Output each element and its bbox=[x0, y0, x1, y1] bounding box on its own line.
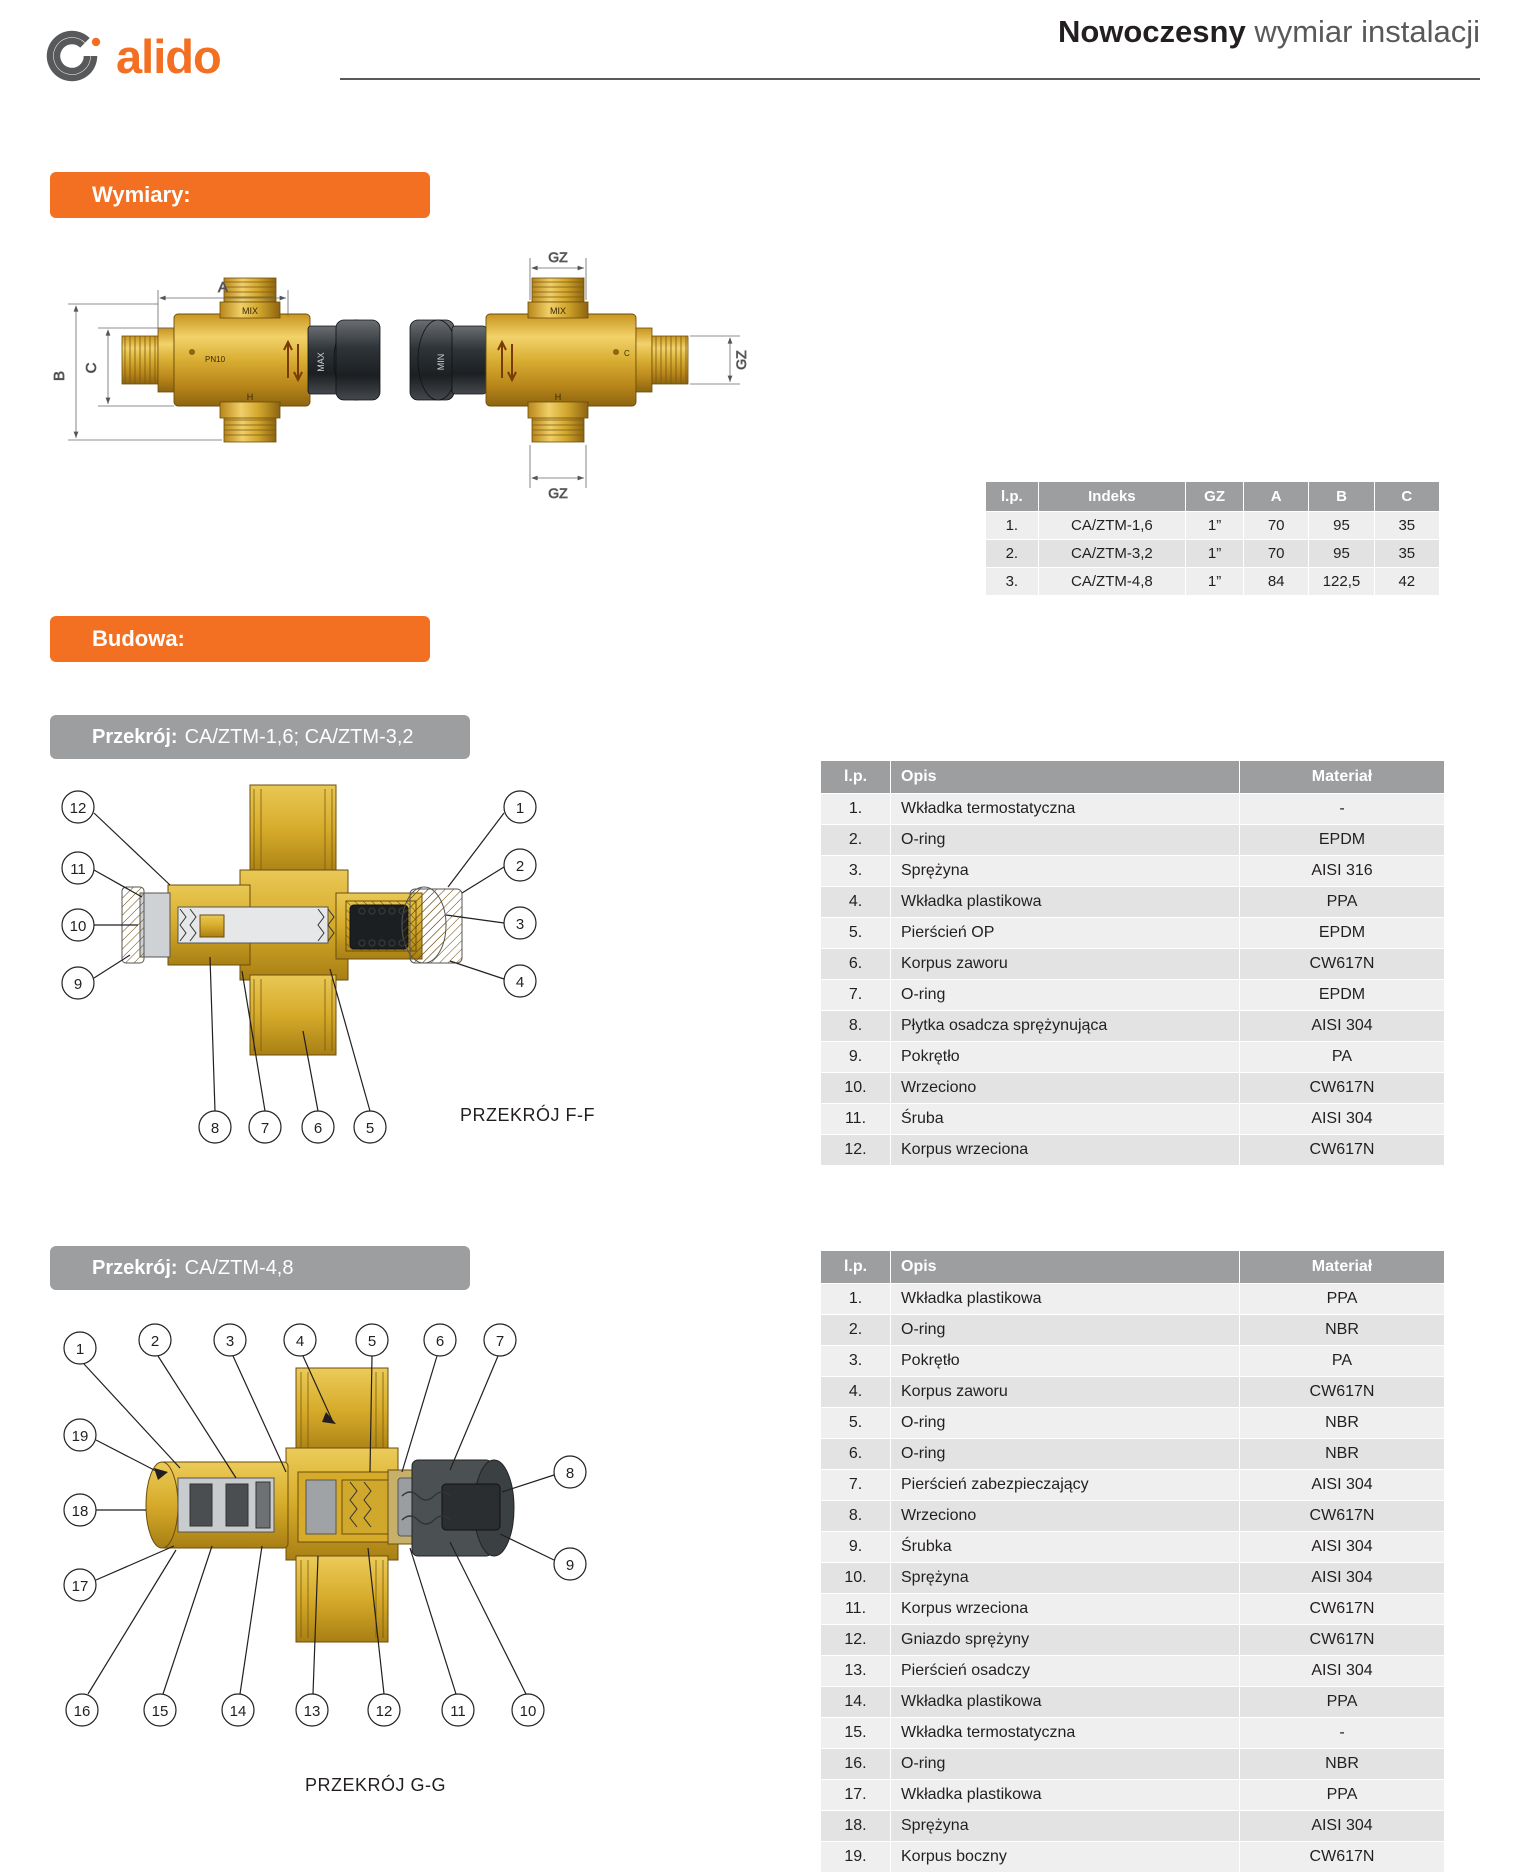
table-row bbox=[986, 568, 1440, 596]
cell-opis: Wkładka plastikowa bbox=[891, 887, 1240, 918]
cell-c: 35 bbox=[1374, 512, 1439, 540]
svg-text:14: 14 bbox=[229, 1703, 247, 1720]
svg-text:GZ: GZ bbox=[548, 249, 568, 265]
svg-text:17: 17 bbox=[71, 1578, 89, 1595]
cell-opis: Pierścień zabezpieczający bbox=[891, 1470, 1240, 1501]
banner-wymiary-label: Wymiary: bbox=[92, 182, 191, 207]
table-row bbox=[821, 1104, 1445, 1135]
header-title bbox=[1058, 14, 1480, 50]
cell-opis: Śruba bbox=[891, 1104, 1240, 1135]
dim-th-b: B bbox=[1309, 482, 1374, 512]
svg-text:MIN: MIN bbox=[436, 353, 446, 371]
table-row bbox=[821, 1625, 1445, 1656]
cell-opis: Korpus boczny bbox=[891, 1842, 1240, 1873]
svg-text:PN10: PN10 bbox=[205, 355, 226, 364]
cell-lp: 19. bbox=[821, 1842, 891, 1873]
cell-lp: 18. bbox=[821, 1811, 891, 1842]
logo-wordmark: alido bbox=[116, 29, 221, 83]
cell-lp: 5. bbox=[821, 1408, 891, 1439]
dim-th-lp: l.p. bbox=[986, 482, 1039, 512]
table-row bbox=[821, 1749, 1445, 1780]
cell-material: AISI 304 bbox=[1240, 1470, 1445, 1501]
cell-opis: Wrzeciono bbox=[891, 1501, 1240, 1532]
svg-text:9: 9 bbox=[565, 1557, 575, 1574]
svg-text:13: 13 bbox=[303, 1703, 321, 1720]
cell-lp: 16. bbox=[821, 1749, 891, 1780]
cell-opis: Śrubka bbox=[891, 1532, 1240, 1563]
cell-opis: Korpus wrzeciona bbox=[891, 1594, 1240, 1625]
valve-right-body bbox=[410, 278, 688, 442]
cell-material: - bbox=[1240, 1718, 1445, 1749]
table-row bbox=[821, 794, 1445, 825]
table-row bbox=[821, 825, 1445, 856]
svg-text:15: 15 bbox=[151, 1703, 169, 1720]
cell-gz: 1” bbox=[1186, 540, 1244, 568]
cell-material: NBR bbox=[1240, 1408, 1445, 1439]
cell-lp: 9. bbox=[821, 1042, 891, 1073]
cell-opis: Korpus zaworu bbox=[891, 949, 1240, 980]
cell-material: PPA bbox=[1240, 887, 1445, 918]
dim-th-gz: GZ bbox=[1186, 482, 1244, 512]
cell-lp: 1. bbox=[821, 1284, 891, 1315]
m1-th-opis: Opis bbox=[891, 761, 1240, 794]
table-row bbox=[821, 1501, 1445, 1532]
m2-th-material: Materiał bbox=[1240, 1251, 1445, 1284]
cell-material: CW617N bbox=[1240, 949, 1445, 980]
cell-material: CW617N bbox=[1240, 1135, 1445, 1166]
cell-material: CW617N bbox=[1240, 1594, 1445, 1625]
valve-left-body bbox=[122, 278, 380, 442]
cell-c: 42 bbox=[1374, 568, 1439, 596]
cell-opis: Wkładka plastikowa bbox=[891, 1780, 1240, 1811]
cell-opis: Sprężyna bbox=[891, 856, 1240, 887]
cell-opis: Gniazdo sprężyny bbox=[891, 1625, 1240, 1656]
cell-a: 70 bbox=[1244, 512, 1309, 540]
cell-opis: Wrzeciono bbox=[891, 1073, 1240, 1104]
svg-text:2: 2 bbox=[515, 858, 525, 875]
svg-text:8: 8 bbox=[565, 1465, 575, 1482]
cell-lp: 9. bbox=[821, 1532, 891, 1563]
cell-opis: O-ring bbox=[891, 1439, 1240, 1470]
svg-text:7: 7 bbox=[495, 1333, 505, 1350]
banner-budowa bbox=[50, 616, 430, 662]
cell-material: AISI 304 bbox=[1240, 1104, 1445, 1135]
przekroj-2-label: Przekrój: bbox=[92, 1256, 178, 1279]
banner-wymiary bbox=[50, 172, 430, 218]
cell-material: AISI 304 bbox=[1240, 1011, 1445, 1042]
przekroj-1-label: Przekrój: bbox=[92, 725, 178, 748]
cell-lp: 3. bbox=[821, 1346, 891, 1377]
svg-text:12: 12 bbox=[69, 800, 87, 817]
cell-indeks: CA/ZTM-4,8 bbox=[1038, 568, 1185, 596]
svg-text:GZ: GZ bbox=[733, 350, 749, 370]
table-row bbox=[821, 1718, 1445, 1749]
cell-opis: Sprężyna bbox=[891, 1811, 1240, 1842]
dim-th-a: A bbox=[1244, 482, 1309, 512]
calido-c-icon bbox=[50, 28, 122, 84]
cell-material: PA bbox=[1240, 1042, 1445, 1073]
table-row bbox=[821, 1563, 1445, 1594]
svg-text:1: 1 bbox=[75, 1341, 85, 1358]
svg-text:7: 7 bbox=[260, 1120, 270, 1137]
page-header bbox=[0, 0, 1520, 105]
table-row bbox=[821, 1408, 1445, 1439]
svg-text:3: 3 bbox=[225, 1333, 235, 1350]
svg-text:10: 10 bbox=[69, 918, 87, 935]
material-table-2-header-row bbox=[821, 1251, 1445, 1284]
cell-lp: 10. bbox=[821, 1073, 891, 1104]
m1-th-lp: l.p. bbox=[821, 761, 891, 794]
header-title-bold: Nowoczesny bbox=[1057, 14, 1246, 49]
svg-text:6: 6 bbox=[313, 1120, 323, 1137]
table-row bbox=[821, 1377, 1445, 1408]
svg-text:5: 5 bbox=[367, 1333, 377, 1350]
table-row bbox=[821, 1346, 1445, 1377]
cell-lp: 17. bbox=[821, 1780, 891, 1811]
cell-lp: 11. bbox=[821, 1104, 891, 1135]
cell-lp: 7. bbox=[821, 1470, 891, 1501]
table-row bbox=[821, 1439, 1445, 1470]
cell-lp: 5. bbox=[821, 918, 891, 949]
cell-material: CW617N bbox=[1240, 1625, 1445, 1656]
cell-lp: 3. bbox=[821, 856, 891, 887]
cell-a: 70 bbox=[1244, 540, 1309, 568]
banner-przekroj-2 bbox=[50, 1246, 470, 1290]
cell-lp: 11. bbox=[821, 1594, 891, 1625]
dim-th-indeks: Indeks bbox=[1038, 482, 1185, 512]
material-table-2 bbox=[820, 1250, 1445, 1873]
cell-material: AISI 304 bbox=[1240, 1563, 1445, 1594]
svg-text:C: C bbox=[83, 362, 100, 374]
cell-lp: 14. bbox=[821, 1687, 891, 1718]
banner-budowa-label: Budowa: bbox=[92, 626, 185, 651]
cell-lp: 8. bbox=[821, 1011, 891, 1042]
table-row bbox=[821, 1532, 1445, 1563]
cross-section-drawing-2 bbox=[50, 1320, 710, 1760]
table-row bbox=[821, 1073, 1445, 1104]
svg-text:12: 12 bbox=[375, 1703, 393, 1720]
svg-text:11: 11 bbox=[70, 861, 86, 878]
cell-b: 122,5 bbox=[1309, 568, 1374, 596]
m1-th-material: Materiał bbox=[1240, 761, 1445, 794]
table-row bbox=[986, 540, 1440, 568]
przekroj-1-value: CA/ZTM-1,6; CA/ZTM-3,2 bbox=[184, 725, 414, 748]
svg-text:MIX: MIX bbox=[241, 306, 259, 316]
cell-opis: Wkładka termostatyczna bbox=[891, 1718, 1240, 1749]
cell-material: CW617N bbox=[1240, 1501, 1445, 1532]
svg-text:B: B bbox=[51, 370, 68, 382]
table-row bbox=[821, 1656, 1445, 1687]
table-row bbox=[821, 1315, 1445, 1346]
cell-material: NBR bbox=[1240, 1315, 1445, 1346]
table-row bbox=[821, 980, 1445, 1011]
cell-lp: 12. bbox=[821, 1625, 891, 1656]
cell-material: EPDM bbox=[1240, 918, 1445, 949]
cell-lp: 4. bbox=[821, 887, 891, 918]
cell-material: CW617N bbox=[1240, 1377, 1445, 1408]
table-row bbox=[821, 1135, 1445, 1166]
table-row bbox=[821, 1470, 1445, 1501]
cell-gz: 1” bbox=[1186, 512, 1244, 540]
cell-opis: Korpus zaworu bbox=[891, 1377, 1240, 1408]
cell-opis: O-ring bbox=[891, 1749, 1240, 1780]
svg-text:A: A bbox=[217, 279, 229, 296]
cell-material: PPA bbox=[1240, 1687, 1445, 1718]
cell-opis: Wkładka plastikowa bbox=[891, 1687, 1240, 1718]
table-row bbox=[821, 918, 1445, 949]
cell-opis: Płytka osadcza sprężynująca bbox=[891, 1011, 1240, 1042]
cell-opis: Wkładka termostatyczna bbox=[891, 794, 1240, 825]
table-row bbox=[821, 856, 1445, 887]
m2-th-lp: l.p. bbox=[821, 1251, 891, 1284]
cell-material: AISI 304 bbox=[1240, 1656, 1445, 1687]
cell-a: 84 bbox=[1244, 568, 1309, 596]
svg-text:16: 16 bbox=[73, 1703, 91, 1720]
cell-material: NBR bbox=[1240, 1749, 1445, 1780]
cell-opis: Pokrętło bbox=[891, 1346, 1240, 1377]
dim-th-c: C bbox=[1374, 482, 1439, 512]
cell-b: 95 bbox=[1309, 512, 1374, 540]
svg-text:9: 9 bbox=[73, 976, 83, 993]
header-title-rest: wymiar instalacji bbox=[1245, 14, 1480, 49]
table-row bbox=[821, 1811, 1445, 1842]
cell-gz: 1” bbox=[1186, 568, 1244, 596]
material-table-1 bbox=[820, 760, 1445, 1166]
table-row bbox=[821, 1011, 1445, 1042]
svg-text:1: 1 bbox=[515, 800, 525, 817]
cell-opis: Korpus wrzeciona bbox=[891, 1135, 1240, 1166]
table-row bbox=[821, 1594, 1445, 1625]
cell-material: EPDM bbox=[1240, 825, 1445, 856]
dimension-table-header-row bbox=[986, 482, 1440, 512]
cell-material: CW617N bbox=[1240, 1842, 1445, 1873]
table-row bbox=[821, 1842, 1445, 1873]
svg-text:GZ: GZ bbox=[548, 485, 568, 501]
svg-text:10: 10 bbox=[519, 1703, 537, 1720]
dimension-drawing bbox=[40, 240, 780, 570]
cell-lp: 3. bbox=[986, 568, 1039, 596]
cell-material: PPA bbox=[1240, 1284, 1445, 1315]
cell-opis: Pierścień OP bbox=[891, 918, 1240, 949]
cell-lp: 2. bbox=[821, 825, 891, 856]
cell-lp: 8. bbox=[821, 1501, 891, 1532]
cell-lp: 2. bbox=[986, 540, 1039, 568]
cell-opis: O-ring bbox=[891, 1315, 1240, 1346]
cell-material: - bbox=[1240, 794, 1445, 825]
cell-lp: 6. bbox=[821, 949, 891, 980]
cell-opis: O-ring bbox=[891, 1408, 1240, 1439]
svg-text:4: 4 bbox=[295, 1333, 305, 1350]
przekroj-2-value: CA/ZTM-4,8 bbox=[184, 1256, 294, 1279]
cross-section-drawing-1 bbox=[50, 775, 710, 1195]
cell-b: 95 bbox=[1309, 540, 1374, 568]
svg-text:2: 2 bbox=[150, 1333, 160, 1350]
svg-text:3: 3 bbox=[515, 916, 525, 933]
banner-przekroj-1 bbox=[50, 715, 470, 759]
cell-material: EPDM bbox=[1240, 980, 1445, 1011]
table-row bbox=[821, 1042, 1445, 1073]
cell-material: AISI 304 bbox=[1240, 1532, 1445, 1563]
cell-material: NBR bbox=[1240, 1439, 1445, 1470]
dimension-table bbox=[985, 481, 1440, 596]
caption-przekroj-gg: PRZEKRÓJ G-G bbox=[305, 1775, 447, 1795]
cell-opis: Pokrętło bbox=[891, 1042, 1240, 1073]
cell-opis: Wkładka plastikowa bbox=[891, 1284, 1240, 1315]
cell-lp: 1. bbox=[986, 512, 1039, 540]
table-row bbox=[821, 1687, 1445, 1718]
cell-material: PA bbox=[1240, 1346, 1445, 1377]
svg-text:MAX: MAX bbox=[316, 352, 326, 372]
svg-text:6: 6 bbox=[435, 1333, 445, 1350]
svg-text:MIX: MIX bbox=[549, 306, 567, 316]
cell-material: AISI 304 bbox=[1240, 1811, 1445, 1842]
table-row bbox=[821, 887, 1445, 918]
cell-lp: 1. bbox=[821, 794, 891, 825]
svg-text:19: 19 bbox=[71, 1428, 89, 1445]
cell-opis: O-ring bbox=[891, 825, 1240, 856]
cell-material: PPA bbox=[1240, 1780, 1445, 1811]
svg-text:4: 4 bbox=[515, 974, 525, 991]
table-row bbox=[821, 1284, 1445, 1315]
svg-text:H: H bbox=[554, 392, 562, 402]
cell-material: CW617N bbox=[1240, 1073, 1445, 1104]
table-row bbox=[821, 1780, 1445, 1811]
svg-text:18: 18 bbox=[71, 1503, 89, 1520]
cell-indeks: CA/ZTM-1,6 bbox=[1038, 512, 1185, 540]
brand-logo bbox=[50, 28, 221, 84]
svg-text:11: 11 bbox=[450, 1703, 466, 1720]
cell-material: AISI 316 bbox=[1240, 856, 1445, 887]
table-row bbox=[986, 512, 1440, 540]
cell-opis: Pierścień osadczy bbox=[891, 1656, 1240, 1687]
cell-lp: 4. bbox=[821, 1377, 891, 1408]
cell-c: 35 bbox=[1374, 540, 1439, 568]
material-table-1-header-row bbox=[821, 761, 1445, 794]
svg-text:8: 8 bbox=[210, 1120, 220, 1137]
header-divider bbox=[340, 78, 1480, 80]
table-row bbox=[821, 949, 1445, 980]
cell-lp: 10. bbox=[821, 1563, 891, 1594]
cell-opis: O-ring bbox=[891, 980, 1240, 1011]
cell-lp: 12. bbox=[821, 1135, 891, 1166]
cell-lp: 13. bbox=[821, 1656, 891, 1687]
cell-indeks: CA/ZTM-3,2 bbox=[1038, 540, 1185, 568]
svg-text:H: H bbox=[246, 392, 254, 402]
cell-lp: 6. bbox=[821, 1439, 891, 1470]
cell-lp: 2. bbox=[821, 1315, 891, 1346]
cell-lp: 7. bbox=[821, 980, 891, 1011]
cell-opis: Sprężyna bbox=[891, 1563, 1240, 1594]
caption-przekroj-ff: PRZEKRÓJ F-F bbox=[460, 1105, 595, 1125]
cell-lp: 15. bbox=[821, 1718, 891, 1749]
svg-text:5: 5 bbox=[365, 1120, 375, 1137]
m2-th-opis: Opis bbox=[891, 1251, 1240, 1284]
svg-text:C: C bbox=[624, 349, 630, 358]
